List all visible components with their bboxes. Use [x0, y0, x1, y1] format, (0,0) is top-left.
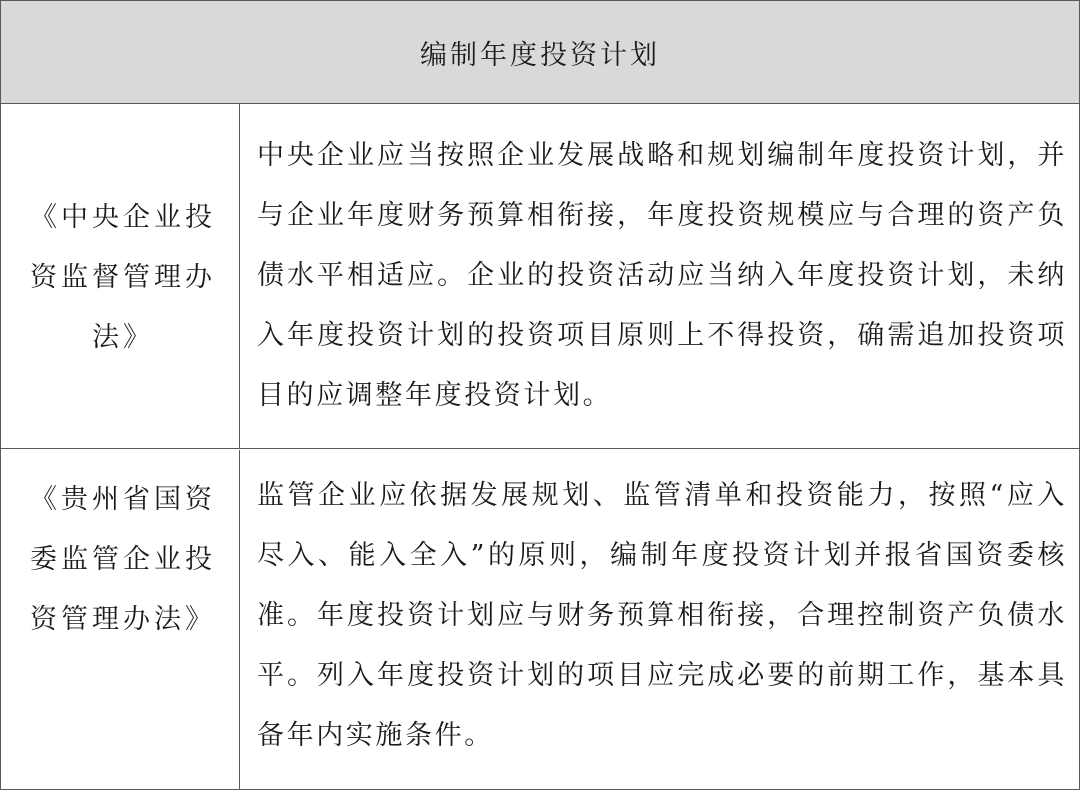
table-title: 编制年度投资计划	[420, 39, 660, 71]
table-row	[1, 450, 1079, 789]
clause-cell	[241, 450, 1079, 789]
table-header	[1, 1, 1079, 104]
law-name: 《贵州省国资委监管企业投资管理办法》	[30, 484, 216, 635]
clause-cell	[241, 104, 1079, 448]
table-row	[1, 104, 1079, 449]
law-name: 《中央企业投资监督管理办法》	[30, 202, 216, 353]
clause-text: 中央企业应当按照企业发展战略和规划编制年度投资计划，并与企业年度财务预算相衔接，年度投资规模应与合理的资产负债水平相适应。企业的投资活动应当纳入年度投资计划，未纳入年度投资计划的投资项目原则上不得投资，确需追加投资项目的应调整年度投资计划。	[257, 140, 1067, 411]
law-cell	[1, 450, 240, 789]
clause-text: 监管企业应依据发展规划、监管清单和投资能力，按照“应入尽入、能入全入”的原则，编制年度投资计划并报省国资委核准。年度投资计划应与财务预算相衔接，合理控制资产负债水平。列入年度投资计划的项目应完成必要的前期工作，基本具备年内实施条件。	[257, 480, 1067, 751]
law-cell	[1, 104, 240, 448]
